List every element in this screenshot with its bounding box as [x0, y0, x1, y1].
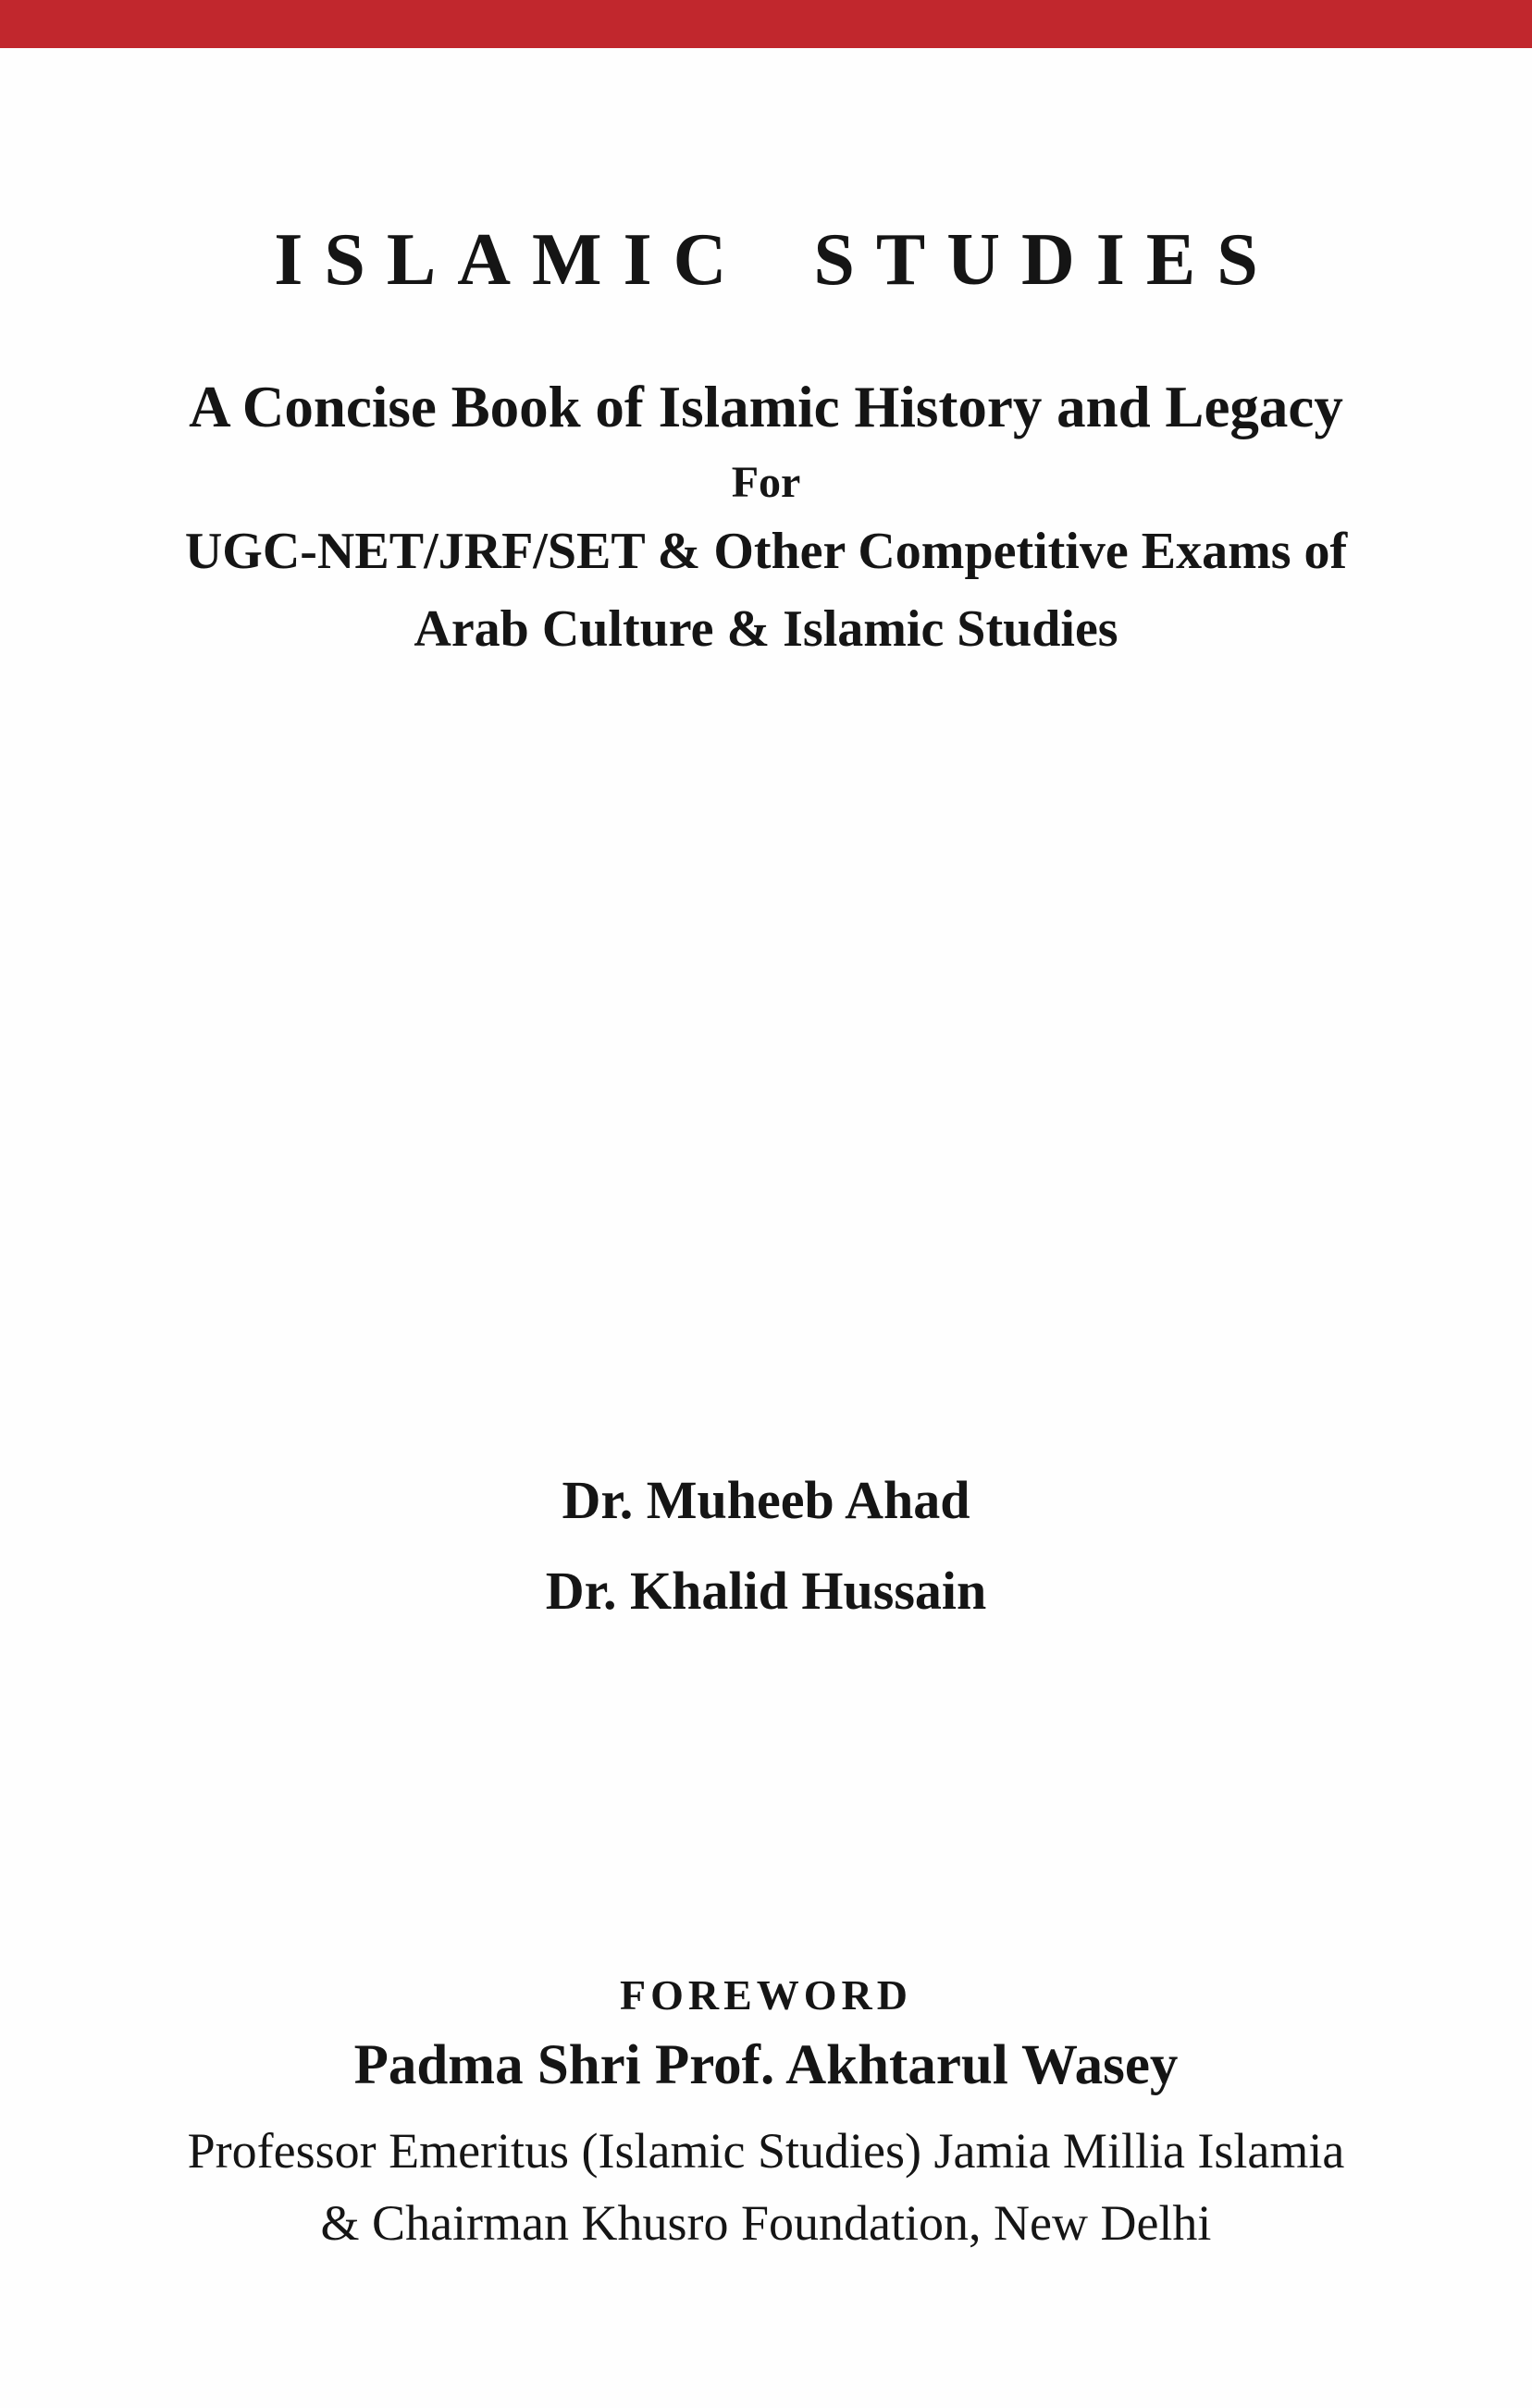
exam-scope-line-1: UGC-NET/JRF/SET & Other Competitive Exams of	[184, 523, 1348, 580]
foreword-author-name: Padma Shri Prof. Akhtarul Wasey	[353, 2034, 1179, 2096]
for-label: For	[731, 458, 801, 507]
foreword-affiliation-line-2: & Chairman Khusro Foundation, New Delhi	[320, 2195, 1212, 2251]
book-subtitle: A Concise Book of Islamic History and Legacy	[189, 375, 1343, 439]
exam-scope-line-2: Arab Culture & Islamic Studies	[414, 600, 1118, 658]
author-name-2: Dr. Khalid Hussain	[545, 1561, 987, 1621]
book-title: ISLAMIC STUDIES	[274, 219, 1279, 301]
foreword-affiliation-line-1: Professor Emeritus (Islamic Studies) Jamia Millia Islamia	[187, 2123, 1345, 2179]
red-cover-edge-bar	[0, 0, 1532, 48]
foreword-heading: FOREWORD	[620, 1971, 912, 2019]
author-name-1: Dr. Muheeb Ahad	[562, 1470, 970, 1530]
